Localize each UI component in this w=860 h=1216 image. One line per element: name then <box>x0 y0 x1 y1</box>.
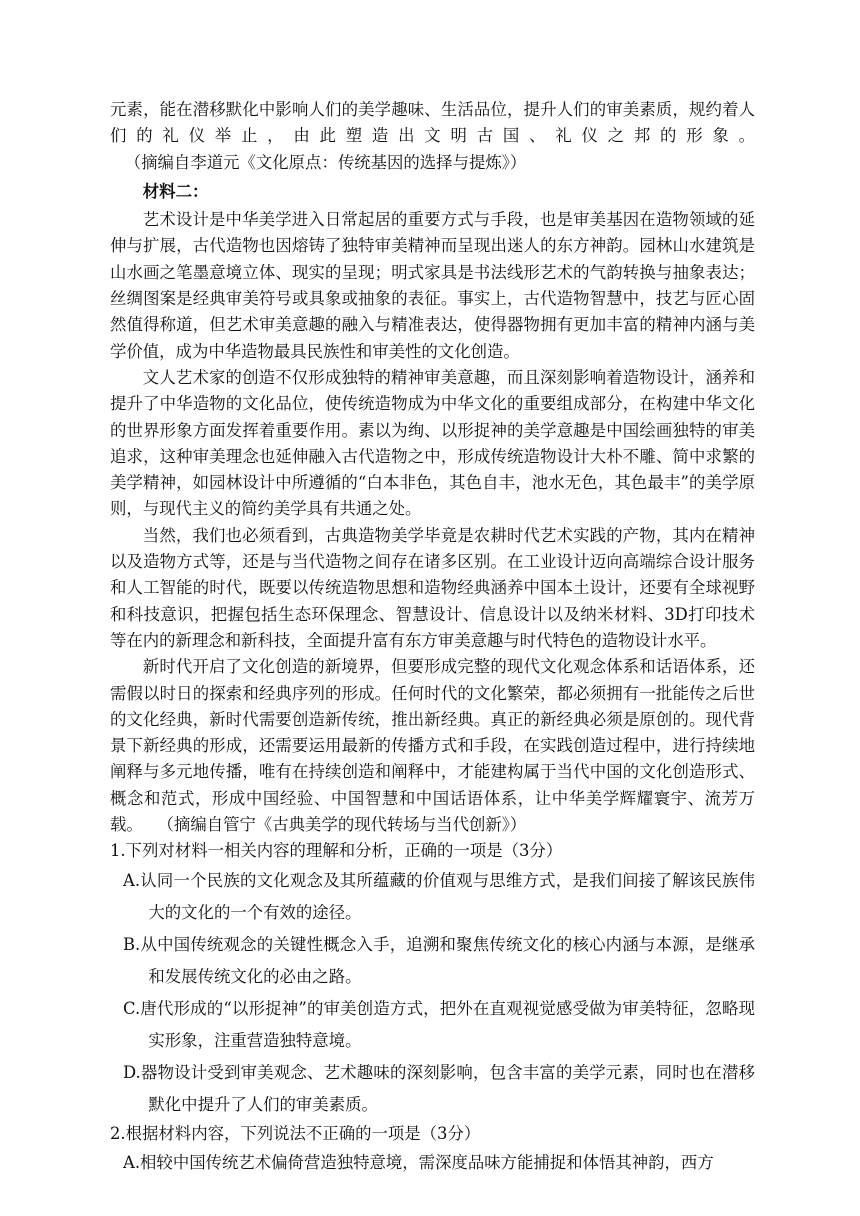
question-2-option-a: A.相较中国传统艺术偏倚营造独特意境，需深度品味方能捕捉和体悟其神韵，西方 <box>123 1152 714 1172</box>
question-1-option-a: A.认同一个民族的文化观念及其所蕴藏的价值观与思维方式，是我们间接了解该民族伟大的文化的一个有效的途径。 <box>123 870 755 922</box>
question-1-option-c: C.唐代形成的“以形捉神”的审美创造方式，把外在直观视觉感受做为审美特征，忽略现实形象，注重营造独特意境。 <box>123 998 755 1050</box>
document-page <box>110 97 755 1179</box>
material2-paragraph-4-text: 新时代开启了文化创造的新境界，但要形成完整的现代文化观念体系和话语体系，还需假以时日的探索和经典序列的形成。任何时代的文化繁荣，都必须拥有一批能传之后世的文化经典，新时代需要创造新传统，推出新经典。真正的新经典必须是原创的。现代背景下新经典的形成，还需要运用最新的传播方式和手段，在实践创造过程中，进行持续地阐释与多元地传播，唯有在持续创造和阐释中，才能建构属于当代中国的文化创造形式、概念和范式，形成中国经验、中国智慧和中国话语体系，让中华美学辉耀寰宇、流芳万载。 <box>110 657 755 835</box>
material2-paragraph-1: 艺术设计是中华美学进入日常起居的重要方式与手段，也是审美基因在造物领域的延伸与扩展，古代造物也因熔铸了独特审美精神而呈现出迷人的东方神韵。园林山水建筑是山水画之笔墨意境立体、现实的呈现；明式家具是书法线形艺术的气韵转换与抽象表达；丝绸图案是经典审美符号或具象或抽象的表征。事实上，古代造物智慧中，技艺与匠心固然值得称道，但艺术审美意趣的融入与精准表达，使得器物拥有更加丰富的精神内涵与美学价值，成为中华造物最具民族性和审美性的文化创造。 <box>110 210 755 361</box>
question-1-stem: 1.下列对材料一相关内容的理解和分析，正确的一项是（3分） <box>110 841 563 861</box>
question-1-option-b: B.从中国传统观念的关键性概念入手，追溯和聚焦传统文化的核心内涵与本源，是继承和发展传统文化的必由之路。 <box>123 934 755 986</box>
material1-closing-text: 元素，能在潜移默化中影响人们的美学趣味、生活品位，提升人们的审美素质，规约着人们的礼仪举止，由此塑造出文明古国、礼仪之邦的形象。 <box>110 100 755 146</box>
material2-paragraph-4 <box>110 654 755 838</box>
material2-heading: 材料二： <box>142 181 209 201</box>
material1-source: （摘编自李道元《文化原点：传统基因的选择与提炼》） <box>132 152 527 172</box>
question-1-option-d: D.器物设计受到审美观念、艺术趣味的深刻影响，包含丰富的美学元素，同时也在潜移默化中提升了人们的审美素质。 <box>123 1062 755 1114</box>
material2-source: （摘编自管宁《古典美学的现代转场与当代创新》） <box>165 815 527 835</box>
material2-paragraph-2: 文人艺术家的创造不仅形成独特的精神审美意趣，而且深刻影响着造物设计，涵养和提升了中华造物的文化品位，使传统造物成为中华文化的重要组成部分，在构建中华文化的世界形象方面发挥着重要作用。素以为绚、以形捉神的美学意趣是中国绘画独特的审美追求，这种审美理念也延伸融入古代造物之中，形成传统造物设计大朴不雕、简中求繁的美学精神，如园林设计中所遵循的“白本非色，其色自丰，池水无色，其色最丰”的美学原则，与现代主义的简约美学具有共通之处。 <box>110 367 755 519</box>
material2-paragraph-3: 当然，我们也必须看到，古典造物美学毕竟是农耕时代艺术实践的产物，其内在精神以及造物方式等，还是与当代造物之间存在诸多区别。在工业设计迈向高端综合设计服务和人工智能的时代，既要以传统造物思想和造物经典涵养中国本土设计，还要有全球视野和科技意识，把握包括生态环保理念、智慧设计、信息设计以及纳米材料、3D打印技术等在内的新理念和新科技，全面提升富有东方审美意趣与时代特色的造物设计水平。 <box>110 525 755 650</box>
question-2-stem: 2.根据材料内容，下列说法不正确的一项是（3分） <box>110 1123 481 1143</box>
material1-closing-paragraph <box>110 97 755 176</box>
